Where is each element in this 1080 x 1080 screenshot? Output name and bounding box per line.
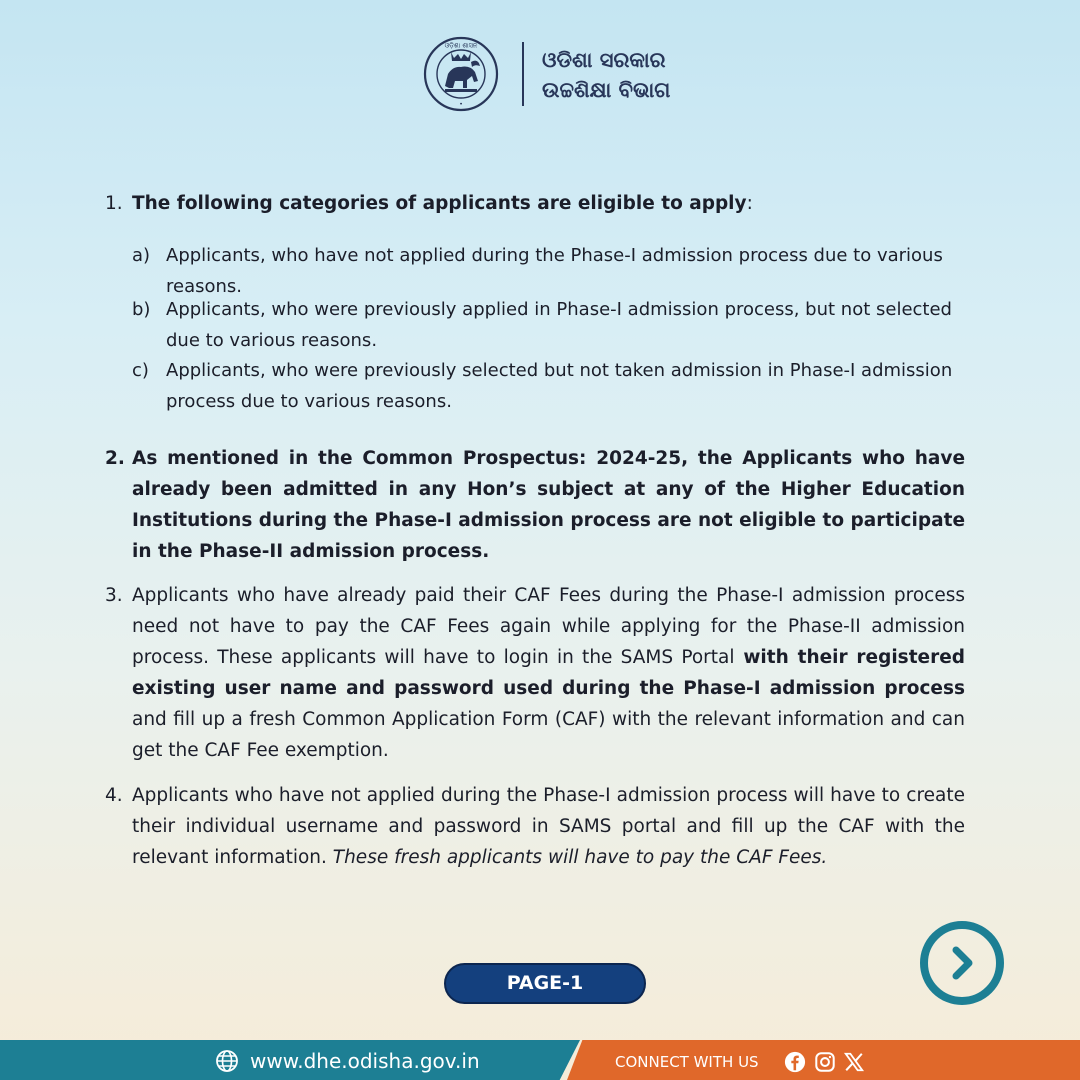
sub-item-text: Applicants, who have not applied during the Phase-I admission process due to various reasons. [166, 245, 943, 297]
item-text: Applicants who have already paid their CAF Fees during the Phase-I admission process need not have to pay the CAF Fees again while applying for the Phase-II admission process. These applicants will have to login in the SAMS Portal [132, 585, 965, 668]
department-name: ଉଚ୍ଚଶିକ୍ଷା ବିଭାଗ [542, 78, 671, 102]
sub-item-text: Applicants, who were previously selected but not taken admission in Phase-I admission process due to various reasons. [166, 360, 953, 412]
item-text-italic: These fresh applicants will have to pay the CAF Fees. [332, 847, 828, 868]
item-text-bold: with their registered existing user name and password used during the Phase-I admission process [132, 647, 965, 699]
sub-item-letter: c) [132, 360, 149, 381]
government-name: ଓଡିଶା ସରକାର [542, 48, 666, 72]
list-item-4 [105, 780, 965, 873]
item-title-suffix: : [746, 193, 753, 214]
instagram-icon[interactable] [814, 1051, 836, 1073]
emblem-text: ଓଡ଼ିଶା ଶାସନ [444, 41, 478, 50]
list-item-3 [105, 580, 965, 766]
item-text: and fill up a fresh Common Application Form (CAF) with the relevant information and can get the CAF Fee exemption. [132, 709, 965, 761]
item-text: As mentioned in the Common Prospectus: 2024-25, the Applicants who have already been admitted in any Hon’s subject at any of the Higher Education Institutions during the Phase-I admission process are not eligible to participate in the Phase-II admission process. [132, 448, 965, 562]
x-twitter-icon[interactable] [843, 1051, 865, 1073]
chevron-right-icon [956, 950, 969, 976]
facebook-icon[interactable] [784, 1051, 806, 1073]
next-page-button[interactable] [919, 920, 1005, 1006]
sub-item-letter: b) [132, 299, 151, 320]
website-link[interactable]: www.dhe.odisha.gov.in [250, 1049, 480, 1073]
globe-icon [215, 1049, 239, 1073]
item-title: The following categories of applicants are eligible to apply [132, 193, 747, 214]
list-item-2 [105, 443, 965, 567]
sub-item-text: Applicants, who were previously applied in Phase-I admission process, but not selected due to various reasons. [166, 299, 952, 351]
svg-text:•: • [459, 100, 463, 108]
sub-item-a [132, 240, 965, 302]
item-number: 2. [105, 448, 125, 469]
sub-item-c [132, 355, 965, 417]
item-number: 4. [105, 785, 123, 806]
item-text: Applicants who have not applied during the Phase-I admission process will have to create their individual username and password in SAMS portal and fill up the CAF with the relevant information. [132, 785, 965, 868]
sub-item-letter: a) [132, 245, 151, 266]
list-item-1 [105, 188, 965, 219]
connect-label: CONNECT WITH US [615, 1053, 759, 1071]
page-indicator: PAGE-1 [444, 963, 646, 1004]
item-number: 1. [105, 193, 123, 214]
item-number: 3. [105, 585, 123, 606]
sub-item-b [132, 294, 965, 356]
